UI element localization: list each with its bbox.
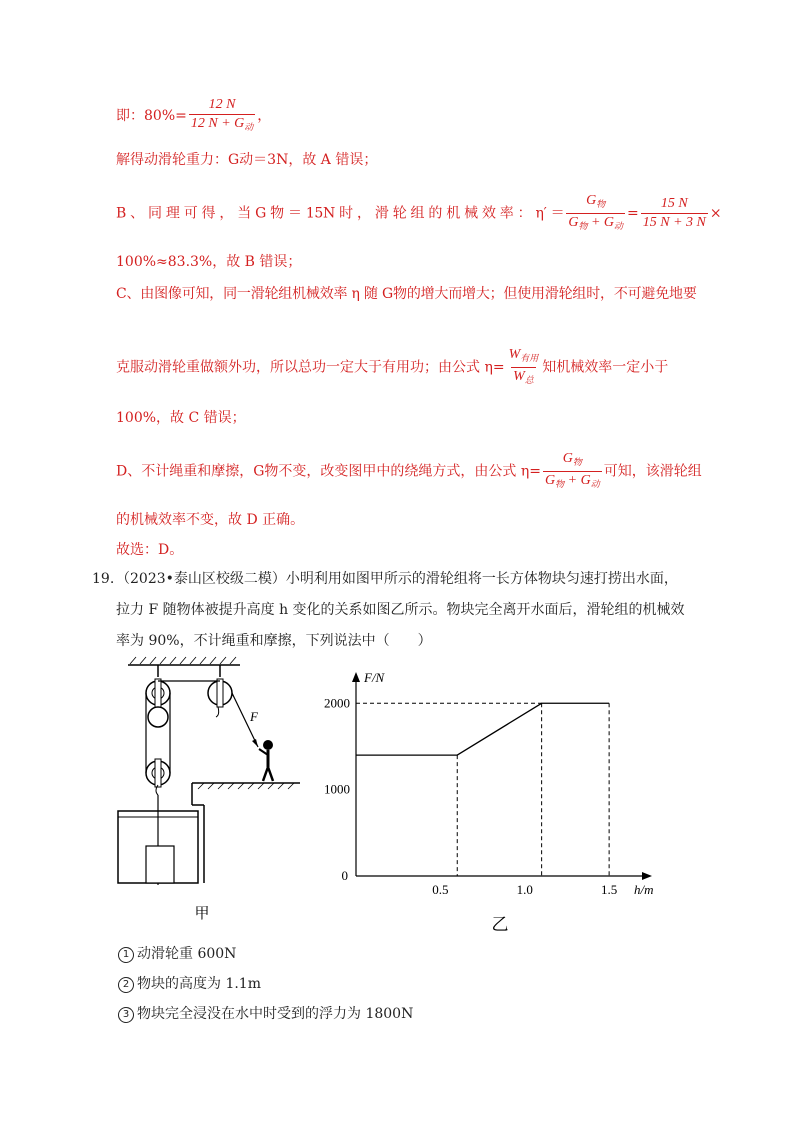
origin-label: 0 — [341, 868, 348, 883]
fraction-denominator — [543, 471, 602, 493]
fraction-numerator — [561, 450, 584, 471]
fraction-numerator: 15 N — [660, 196, 688, 211]
y-axis-label: F/N — [364, 670, 385, 685]
fraction-numerator: 12 N — [208, 97, 236, 112]
figure-force-height-chart — [320, 668, 660, 948]
y-axis-arrow — [352, 672, 360, 682]
num-sub: 有用 — [520, 353, 539, 363]
fraction-denominator — [189, 114, 255, 136]
num-text: G — [586, 193, 597, 208]
x-tick-label: 0.5 — [432, 882, 449, 897]
fraction-work — [507, 346, 541, 389]
line1-suffix: ， — [257, 108, 272, 124]
den-text: W — [513, 369, 525, 384]
den-b-sub: 动 — [590, 479, 600, 489]
fraction-denominator: 15 N + 3 N — [642, 215, 706, 230]
solution-line-6 — [116, 346, 668, 389]
num-text: G — [562, 451, 573, 466]
equals-sign: = — [627, 205, 639, 222]
figure-label-jia: 甲 — [194, 906, 210, 922]
den-sub: 动 — [244, 122, 254, 132]
fraction-g-ratio — [566, 192, 625, 235]
option-mark: 2 — [118, 977, 134, 993]
solution-line-1 — [116, 96, 271, 136]
x-tick-label: 1.0 — [516, 882, 533, 897]
solution-line-7: 100%，故 C 错误； — [116, 410, 246, 426]
option-text: 物块完全浸没在水中时受到的浮力为 1800N — [137, 1006, 414, 1022]
solution-line-9: 的机械效率不变，故 D 正确。 — [116, 512, 305, 528]
fraction-g-formula — [543, 450, 602, 493]
line6-prefix: 克服动滑轮重做额外功，所以总功一定大于有用功；由公式 η= — [116, 359, 505, 376]
den-a-sub: 物 — [555, 479, 565, 489]
question-19 — [92, 564, 686, 657]
line3-prefix: B 、 同 理 可 得 ， 当 G 物 ＝ 15N 时 ， 滑 轮 组 的 机 械 效 率 ： η′ ＝ — [116, 205, 565, 222]
figure-pulley-system — [110, 655, 310, 935]
line1-prefix: 即：80%= — [116, 108, 187, 124]
chart-guides — [356, 703, 609, 876]
option-mark: 3 — [118, 1007, 134, 1023]
num-sub: 物 — [572, 457, 582, 467]
solution-line-4: 100%≈83.3%，故 B 错误； — [116, 254, 302, 270]
option-2 — [118, 974, 261, 994]
den-a-sub: 物 — [578, 221, 588, 231]
chart-labels — [324, 670, 654, 897]
question-number: 19. — [92, 571, 115, 587]
num-text: W — [508, 347, 521, 362]
fraction-numerator — [584, 192, 607, 213]
times-sign: × — [709, 205, 722, 222]
solution-line-2: 解得动滑轮重力：G动＝3N，故 A 错误； — [116, 152, 378, 168]
line6-suffix: 知机械效率一定小于 — [542, 359, 669, 376]
num-sub: 物 — [596, 199, 606, 209]
option-3 — [118, 1004, 413, 1024]
den-b: + G — [587, 215, 615, 230]
fraction-numeric — [641, 195, 708, 232]
x-tick-label: 1.5 — [601, 882, 618, 897]
fraction-numerator — [507, 346, 541, 367]
den-a: G — [544, 473, 556, 488]
solution-line-3 — [116, 192, 722, 235]
series-line — [356, 703, 609, 755]
force-label: F — [250, 709, 258, 724]
question-text: （2023•泰山区校级二模）小明利用如图甲所示的滑轮组将一长方体物块匀速打捞出水面，拉力 F 随物体被提升高度 h 变化的关系如图乙所示。物块完全离开水面后，滑轮组的机械效率为 90%，不计绳重和摩擦，下列说法中（ ） — [116, 571, 685, 649]
fraction-denominator — [566, 213, 625, 235]
x-axis-label: h/m — [634, 882, 654, 897]
solution-line-10: 故选：D。 — [116, 542, 184, 558]
option-mark: 1 — [118, 947, 134, 963]
den-b: + G — [564, 473, 591, 488]
x-axis-arrow — [642, 872, 652, 880]
den-text: 12 N + G — [190, 116, 245, 131]
option-1 — [118, 944, 236, 964]
solution-line-8 — [116, 450, 702, 493]
line8-prefix: D、不计绳重和摩擦，G物不变，改变图甲中的绕绳方式，由公式 η= — [116, 463, 541, 480]
fraction-efficiency — [189, 96, 255, 136]
den-b-sub: 动 — [614, 221, 624, 231]
den-a: G — [568, 215, 579, 230]
fraction-denominator — [511, 367, 536, 389]
den-sub: 总 — [524, 375, 534, 385]
chart-series — [356, 703, 609, 755]
y-tick-label: 2000 — [324, 695, 350, 711]
option-text: 动滑轮重 600N — [137, 946, 237, 962]
figure-label-yi: 乙 — [491, 915, 509, 934]
line8-suffix: 可知，该滑轮组 — [603, 463, 702, 480]
option-text: 物块的高度为 1.1m — [137, 976, 261, 992]
solution-line-5: C、由图像可知，同一滑轮组机械效率 η 随 G物的增大而增大；但使用滑轮组时，不可避免地要 — [116, 286, 697, 302]
y-tick-label: 1000 — [324, 781, 350, 797]
